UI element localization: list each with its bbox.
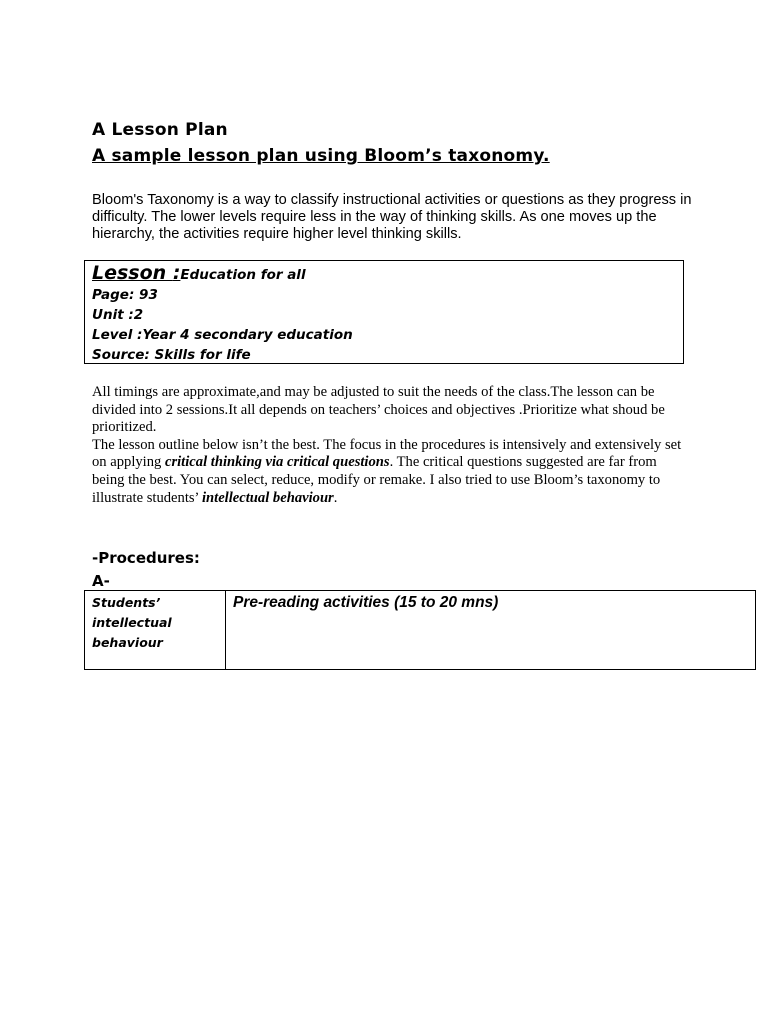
- intro-paragraph: Bloom's Taxonomy is a way to classify instructional activities or questions as they progress in difficulty. The lower levels require less in the way of thinking skills. As one moves up the hierarchy, the activities require higher level thinking skills.: [92, 192, 692, 242]
- lesson-value: Education for all: [180, 267, 306, 283]
- lesson-info-box: [84, 260, 684, 364]
- document-subtitle: A sample lesson plan using Bloom’s taxonomy.: [92, 146, 550, 166]
- lesson-label: Lesson: [92, 262, 173, 284]
- table-row: [85, 591, 756, 670]
- lesson-line: [92, 263, 676, 285]
- section-a-label: A-: [92, 572, 110, 590]
- table-header-pre-reading: Pre-reading activities (15 to 20 mns): [226, 591, 756, 670]
- lesson-colon: :: [172, 262, 181, 284]
- notes-p2-start: The lesson outline below isn’t the best. The focus in the procedures is intensively and extensively set on applying: [92, 436, 682, 471]
- notes-section: [92, 384, 682, 507]
- notes-paragraph-1: All timings are approximate,and may be adjusted to suit the needs of the class.The lesson can be divided into 2 sessions.It all depends on teachers’ choices and objectives .Prioritize what shoud be prioritized.: [92, 384, 665, 436]
- table-header-behaviour: Students’ intellectual behaviour: [85, 591, 226, 670]
- notes-paragraph-2: [92, 437, 682, 507]
- lesson-source: Source: Skills for life: [92, 347, 251, 363]
- notes-emphasis-critical-thinking: critical thinking via critical questions: [164, 454, 390, 471]
- procedures-table: [84, 590, 756, 670]
- procedures-heading: -Procedures:: [92, 549, 200, 567]
- lesson-level: Level :Year 4 secondary education: [92, 327, 353, 343]
- lesson-unit: Unit :2: [92, 307, 144, 323]
- document-title: A Lesson Plan: [92, 120, 228, 140]
- notes-p2-end: .: [333, 489, 338, 506]
- notes-p2-middle: . The critical questions suggested are far from being the best. You can select, reduce, modify or remake. I also tried to use Bloom’s taxonomy to illustrate students’: [92, 454, 661, 506]
- lesson-page: Page: 93: [92, 287, 158, 303]
- notes-emphasis-intellectual-behaviour: intellectual behaviour: [201, 489, 334, 506]
